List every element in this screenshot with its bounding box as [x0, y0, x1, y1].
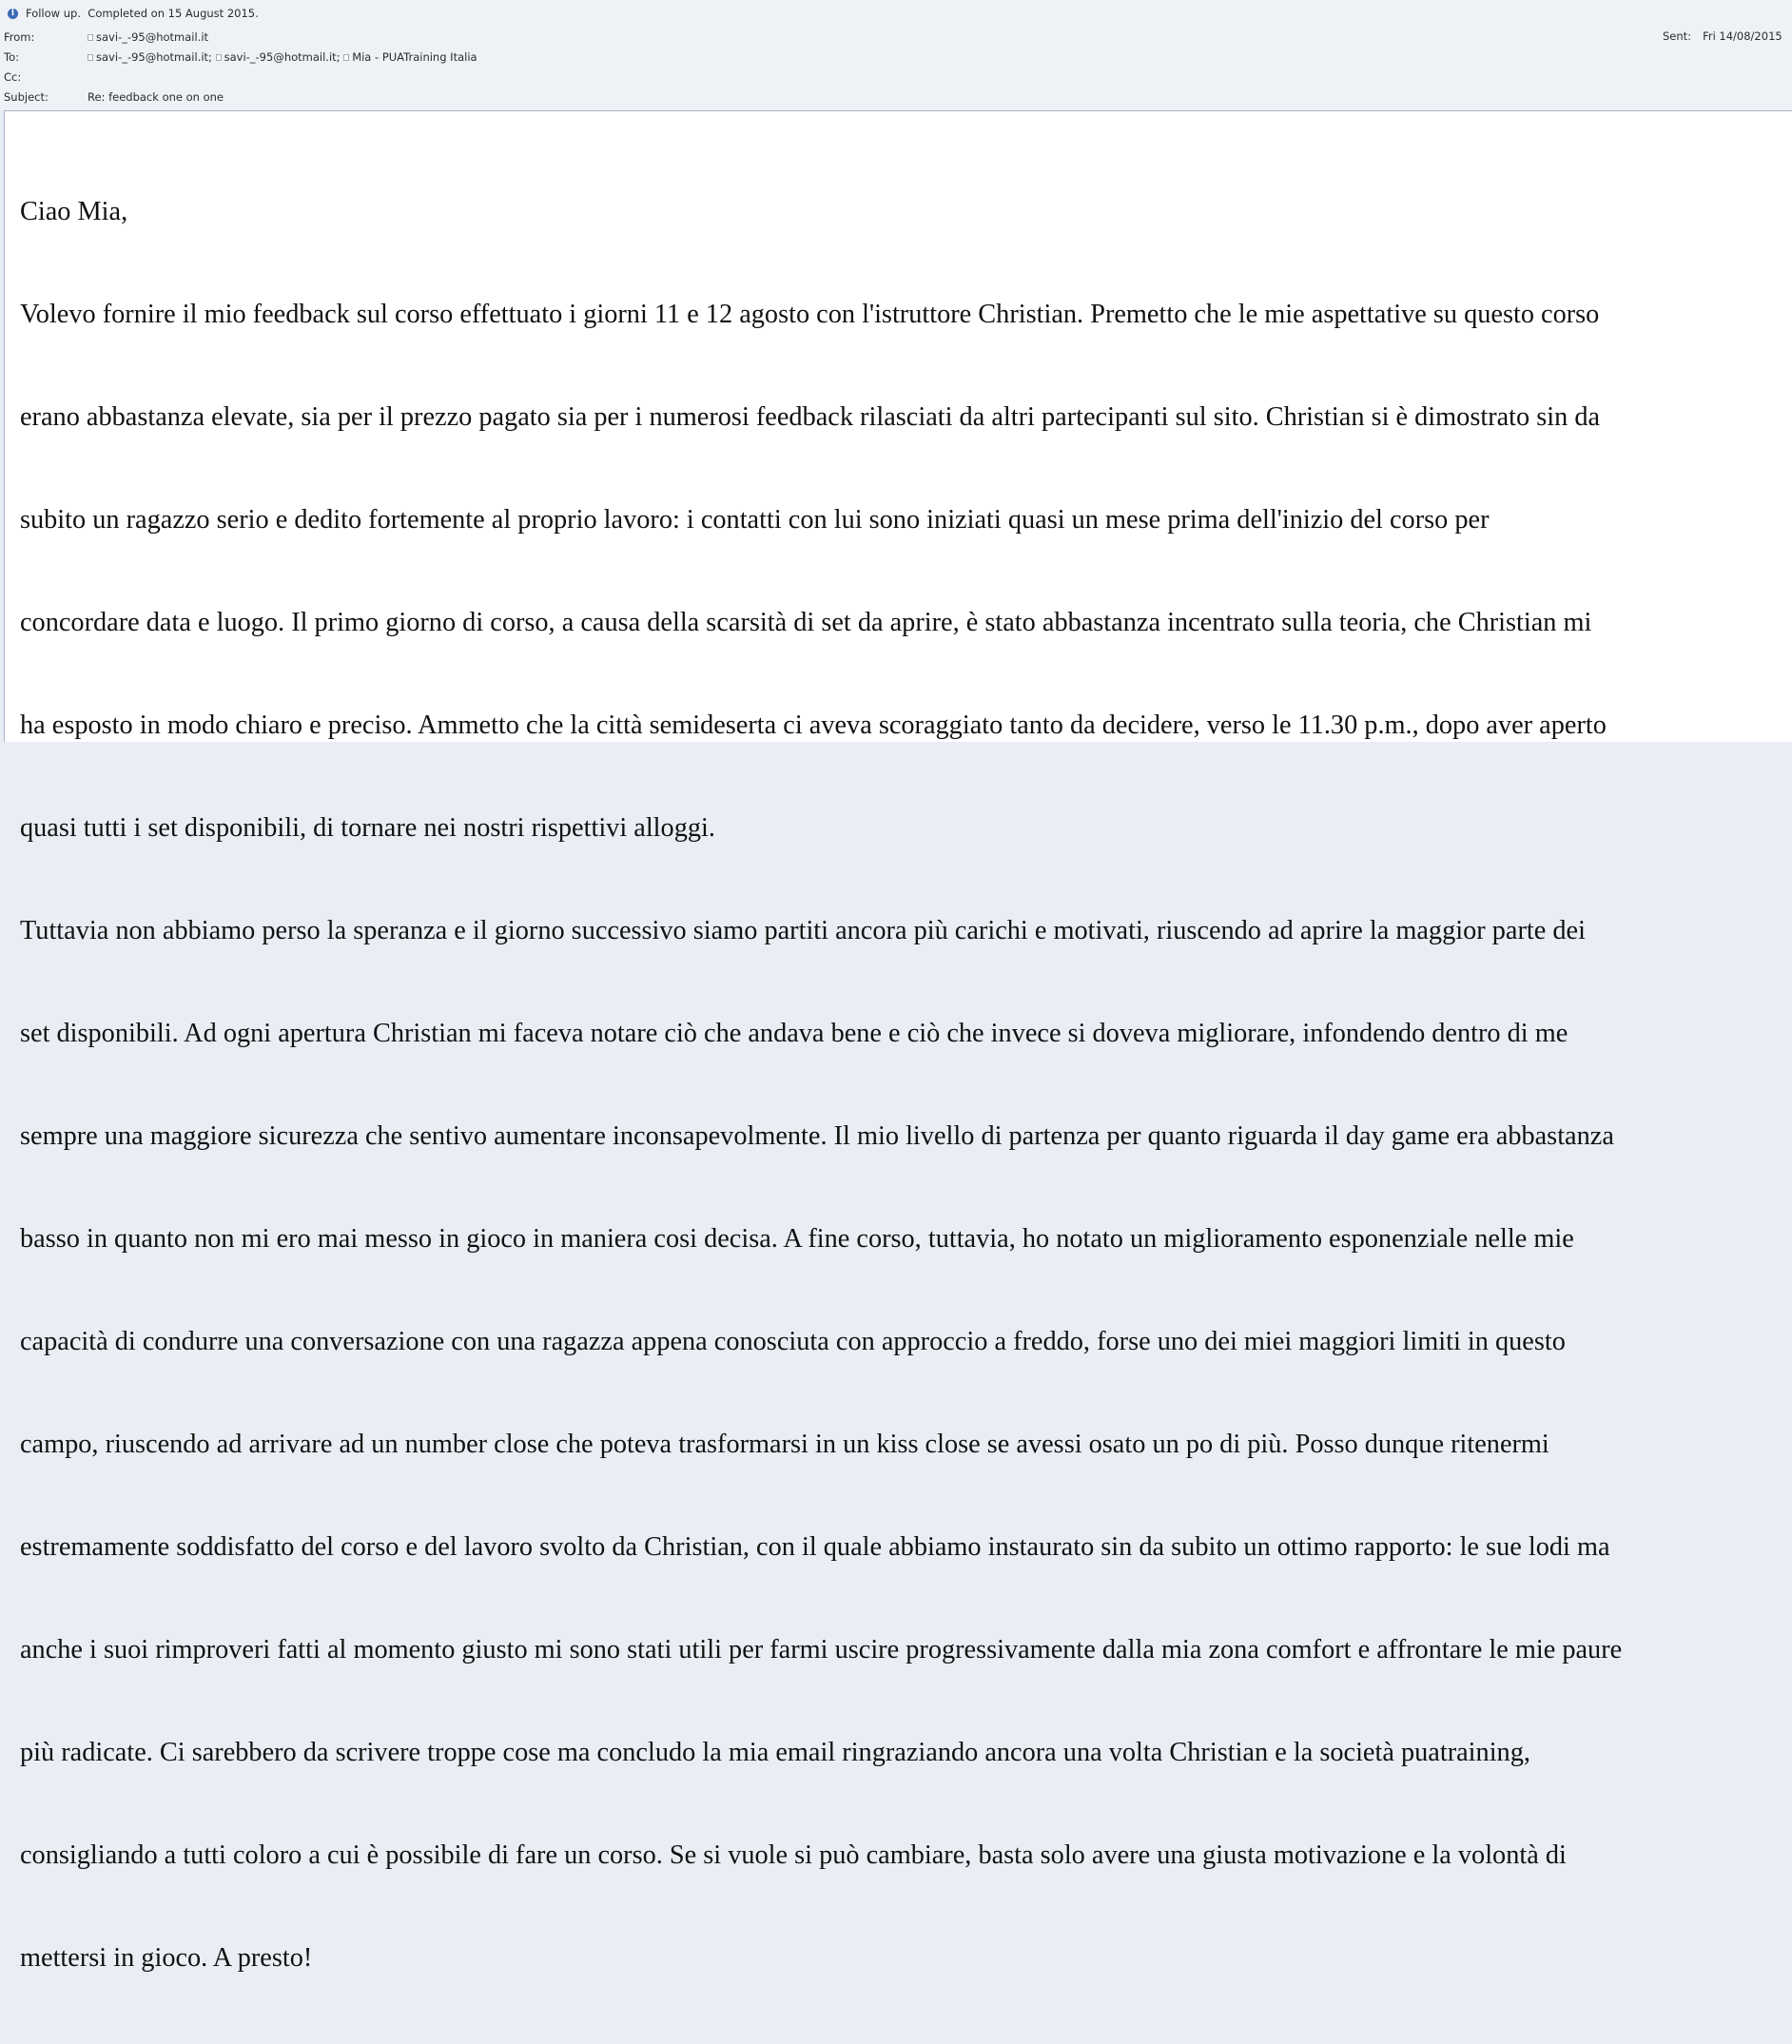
- sent-value: Fri 14/08/2015: [1703, 29, 1782, 43]
- body-line: campo, riuscendo ad arrivare ad un number close che poteva trasformarsi in un kiss close se avessi osato un po di più. Posso dunque ritenermi: [20, 1430, 1549, 1459]
- body-line: Tuttavia non abbiamo perso la speranza e il giorno successivo siamo partiti ancora più carichi e motivati, riuscendo ad aprire la maggior parte dei: [20, 916, 1586, 945]
- sent-row: [1663, 29, 1782, 43]
- body-line: anche i suoi rimproveri fatti al momento giusto mi sono stati utili per farmi uscire progressivamente dalla mia zona comfort e affrontare le mie paure: [20, 1635, 1623, 1664]
- body-line: consigliando a tutti coloro a cui è possibile di fare un corso. Se si vuole si può cambiare, basta solo avere una giusta motivazione e la volontà di: [20, 1840, 1567, 1870]
- contact-icon: [216, 54, 222, 61]
- from-label: From:: [4, 30, 35, 44]
- follow-up-text: Follow up. Completed on 15 August 2015.: [26, 7, 259, 20]
- message-header: [0, 0, 1792, 110]
- to-value: [88, 50, 477, 64]
- body-line: sempre una maggiore sicurezza che sentivo aumentare inconsapevolmente. Il mio livello di partenza per quanto riguarda il day game era abbastanza: [20, 1121, 1614, 1151]
- subject-label: Subject:: [4, 90, 49, 104]
- contact-icon: [88, 34, 93, 41]
- from-address[interactable]: savi-_-95@hotmail.it: [96, 30, 209, 44]
- contact-icon: [343, 54, 349, 61]
- body-line: Ciao Mia,: [20, 197, 128, 226]
- message-body-pane[interactable]: [4, 110, 1792, 1973]
- body-line: subito un ragazzo serio e dedito fortemente al proprio lavoro: i contatti con lui sono iniziati quasi un mese prima dell'inizio del corso per: [20, 505, 1490, 535]
- body-line: mettersi in gioco. A presto!: [20, 1943, 313, 1973]
- to-label: To:: [4, 50, 19, 64]
- to-recipient[interactable]: savi-_-95@hotmail.it;: [88, 50, 212, 64]
- body-line: estremamente soddisfatto del corso e del lavoro svolto da Christian, con il quale abbiamo instaurato sin da subito un ottimo rapporto: le sue lodi ma: [20, 1532, 1610, 1562]
- cc-label: Cc:: [4, 70, 22, 84]
- follow-up-infobar[interactable]: [8, 6, 259, 21]
- sent-label: Sent:: [1663, 29, 1692, 43]
- message-body-text: [20, 127, 1791, 2044]
- body-line: basso in quanto non mi ero mai messo in gioco in maniera cosi decisa. A fine corso, tuttavia, ho notato un miglioramento esponenziale nelle mie: [20, 1224, 1574, 1254]
- body-line: Volevo fornire il mio feedback sul corso effettuato i giorni 11 e 12 agosto con l'istruttore Christian. Premetto che le mie aspettative su questo corso: [20, 300, 1600, 329]
- to-recipient[interactable]: Mia - PUATraining Italia: [343, 50, 477, 64]
- to-recipient[interactable]: savi-_-95@hotmail.it;: [216, 50, 341, 64]
- body-line: più radicate. Ci sarebbero da scrivere troppe cose ma concludo la mia email ringraziando ancora una volta Christian e la società puatraining,: [20, 1738, 1530, 1767]
- body-line: quasi tutti i set disponibili, di tornare nei nostri rispettivi alloggi.: [20, 813, 715, 843]
- contact-icon: [88, 54, 93, 61]
- body-line: capacità di condurre una conversazione con una ragazza appena conosciuta con approccio a freddo, forse uno dei miei maggiori limiti in questo: [20, 1327, 1566, 1356]
- info-icon: i: [8, 9, 18, 19]
- subject-value: Re: feedback one on one: [88, 90, 224, 104]
- body-line: set disponibili. Ad ogni apertura Christian mi faceva notare ciò che andava bene e ciò che invece si doveva migliorare, infondendo dentro di me: [20, 1019, 1568, 1048]
- body-line: concordare data e luogo. Il primo giorno di corso, a causa della scarsità di set da aprire, è stato abbastanza incentrato sulla teoria, che Christian mi: [20, 608, 1592, 637]
- body-line: ha esposto in modo chiaro e preciso. Ammetto che la città semideserta ci aveva scoraggiato tanto da decidere, verso le 11.30 p.m., dopo aver aperto: [20, 711, 1607, 740]
- body-line: erano abbastanza elevate, sia per il prezzo pagato sia per i numerosi feedback rilasciati da altri partecipanti sul sito. Christian si è dimostrato sin da: [20, 402, 1601, 432]
- from-value[interactable]: [88, 30, 208, 44]
